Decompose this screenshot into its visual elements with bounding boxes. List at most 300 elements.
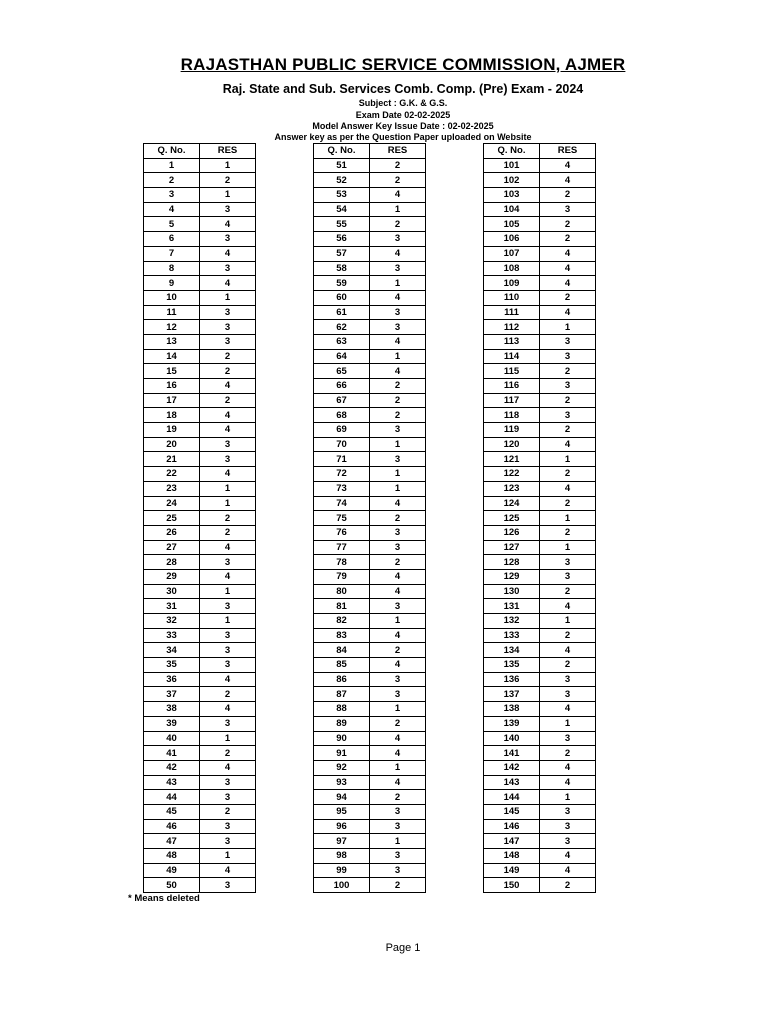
table-row <box>314 775 426 790</box>
table-row <box>314 452 426 467</box>
question-number: 25 <box>144 511 200 526</box>
answer-response: 2 <box>540 658 596 673</box>
question-number: 70 <box>314 437 370 452</box>
table-row <box>314 423 426 438</box>
answer-response: 2 <box>540 290 596 305</box>
question-number: 44 <box>144 790 200 805</box>
answer-response: 4 <box>370 334 426 349</box>
table-row <box>484 702 596 717</box>
table-row <box>484 290 596 305</box>
answer-response: 1 <box>540 320 596 335</box>
table-row <box>144 290 256 305</box>
question-number: 100 <box>314 878 370 893</box>
table-row <box>144 702 256 717</box>
table-row <box>484 305 596 320</box>
answer-response: 1 <box>200 188 256 203</box>
question-number: 20 <box>144 437 200 452</box>
answer-response: 4 <box>370 246 426 261</box>
answer-response: 1 <box>540 614 596 629</box>
question-number: 130 <box>484 584 540 599</box>
answer-response: 3 <box>540 202 596 217</box>
question-number: 27 <box>144 540 200 555</box>
answer-response: 3 <box>200 261 256 276</box>
table-row <box>144 746 256 761</box>
answer-response: 2 <box>200 173 256 188</box>
table-row <box>484 658 596 673</box>
answer-key-note: Answer key as per the Question Paper uploaded on Website <box>274 132 532 142</box>
table-row <box>314 555 426 570</box>
question-number: 60 <box>314 290 370 305</box>
answer-response: 4 <box>370 569 426 584</box>
table-row <box>314 525 426 540</box>
answer-response: 2 <box>370 511 426 526</box>
table-row <box>484 496 596 511</box>
answer-response: 1 <box>200 290 256 305</box>
table-row <box>314 540 426 555</box>
table-row <box>314 481 426 496</box>
question-number: 40 <box>144 731 200 746</box>
table-row <box>484 173 596 188</box>
question-number: 42 <box>144 760 200 775</box>
question-number: 62 <box>314 320 370 335</box>
answer-response: 2 <box>540 232 596 247</box>
question-number: 47 <box>144 834 200 849</box>
answer-response: 4 <box>540 760 596 775</box>
answer-response: 4 <box>540 437 596 452</box>
table-row <box>144 569 256 584</box>
qno-header: Q. No. <box>144 144 200 159</box>
answer-response: 4 <box>200 702 256 717</box>
table-row <box>314 819 426 834</box>
question-number: 94 <box>314 790 370 805</box>
table-row <box>144 246 256 261</box>
table-header-row <box>144 144 256 159</box>
answer-response: 4 <box>540 775 596 790</box>
answer-response: 3 <box>200 716 256 731</box>
table-row <box>314 290 426 305</box>
answer-response: 2 <box>200 687 256 702</box>
table-row <box>484 261 596 276</box>
question-number: 12 <box>144 320 200 335</box>
question-number: 86 <box>314 672 370 687</box>
question-number: 150 <box>484 878 540 893</box>
answer-response: 1 <box>370 467 426 482</box>
question-number: 37 <box>144 687 200 702</box>
question-number: 148 <box>484 849 540 864</box>
table-row <box>314 496 426 511</box>
answer-response: 4 <box>540 702 596 717</box>
answer-response: 4 <box>540 246 596 261</box>
question-number: 23 <box>144 481 200 496</box>
answer-response: 3 <box>370 320 426 335</box>
answer-response: 4 <box>540 305 596 320</box>
table-row <box>314 261 426 276</box>
question-number: 5 <box>144 217 200 232</box>
table-row <box>144 276 256 291</box>
question-number: 104 <box>484 202 540 217</box>
question-number: 77 <box>314 540 370 555</box>
answer-response: 1 <box>200 584 256 599</box>
answer-response: 3 <box>370 599 426 614</box>
table-row <box>144 481 256 496</box>
table-row <box>484 819 596 834</box>
table-row <box>484 158 596 173</box>
answer-response: 3 <box>540 672 596 687</box>
table-row <box>144 232 256 247</box>
answer-response: 3 <box>370 540 426 555</box>
question-number: 110 <box>484 290 540 305</box>
answer-response: 3 <box>200 775 256 790</box>
answer-response: 2 <box>370 878 426 893</box>
question-number: 69 <box>314 423 370 438</box>
question-number: 113 <box>484 334 540 349</box>
question-number: 73 <box>314 481 370 496</box>
answer-response: 4 <box>200 408 256 423</box>
answer-response: 1 <box>370 702 426 717</box>
answer-response: 1 <box>200 614 256 629</box>
table-row <box>314 731 426 746</box>
answer-response: 1 <box>370 481 426 496</box>
question-number: 146 <box>484 819 540 834</box>
table-row <box>144 349 256 364</box>
question-number: 49 <box>144 863 200 878</box>
answer-response: 2 <box>540 467 596 482</box>
question-number: 115 <box>484 364 540 379</box>
question-number: 132 <box>484 614 540 629</box>
answer-response: 3 <box>370 687 426 702</box>
question-number: 95 <box>314 804 370 819</box>
answer-response: 4 <box>370 188 426 203</box>
question-number: 57 <box>314 246 370 261</box>
answer-response: 3 <box>200 305 256 320</box>
table-row <box>144 687 256 702</box>
answer-response: 4 <box>540 158 596 173</box>
question-number: 107 <box>484 246 540 261</box>
question-number: 89 <box>314 716 370 731</box>
res-header: RES <box>370 144 426 159</box>
answer-response: 3 <box>200 819 256 834</box>
table-row <box>144 790 256 805</box>
answer-response: 1 <box>370 349 426 364</box>
question-number: 103 <box>484 188 540 203</box>
table-row <box>144 437 256 452</box>
answer-table-101-150 <box>483 143 596 893</box>
question-number: 80 <box>314 584 370 599</box>
answer-response: 3 <box>370 819 426 834</box>
question-number: 122 <box>484 467 540 482</box>
answer-response: 3 <box>200 643 256 658</box>
table-row <box>484 481 596 496</box>
answer-response: 2 <box>200 746 256 761</box>
table-row <box>314 569 426 584</box>
answer-response: 4 <box>200 672 256 687</box>
question-number: 15 <box>144 364 200 379</box>
answer-response: 3 <box>370 525 426 540</box>
table-row <box>144 672 256 687</box>
question-number: 2 <box>144 173 200 188</box>
question-number: 21 <box>144 452 200 467</box>
question-number: 139 <box>484 716 540 731</box>
answer-response: 3 <box>200 437 256 452</box>
answer-response: 2 <box>370 408 426 423</box>
question-number: 72 <box>314 467 370 482</box>
question-number: 97 <box>314 834 370 849</box>
question-number: 137 <box>484 687 540 702</box>
answer-response: 4 <box>540 481 596 496</box>
question-number: 35 <box>144 658 200 673</box>
question-number: 129 <box>484 569 540 584</box>
question-number: 133 <box>484 628 540 643</box>
table-row <box>314 614 426 629</box>
table-row <box>144 158 256 173</box>
answer-response: 4 <box>540 599 596 614</box>
answer-response: 1 <box>200 158 256 173</box>
answer-response: 4 <box>540 173 596 188</box>
answer-response: 2 <box>540 364 596 379</box>
answer-response: 3 <box>540 379 596 394</box>
question-number: 8 <box>144 261 200 276</box>
question-number: 30 <box>144 584 200 599</box>
table-row <box>314 746 426 761</box>
answer-response: 2 <box>540 628 596 643</box>
answer-response: 1 <box>370 760 426 775</box>
exam-date-line: Exam Date 02-02-2025 <box>355 110 451 120</box>
question-number: 143 <box>484 775 540 790</box>
table-row <box>484 276 596 291</box>
table-row <box>314 246 426 261</box>
question-number: 7 <box>144 246 200 261</box>
question-number: 17 <box>144 393 200 408</box>
answer-response: 2 <box>370 158 426 173</box>
question-number: 34 <box>144 643 200 658</box>
question-number: 92 <box>314 760 370 775</box>
res-header: RES <box>200 144 256 159</box>
question-number: 14 <box>144 349 200 364</box>
question-number: 91 <box>314 746 370 761</box>
answer-response: 4 <box>540 276 596 291</box>
answer-response: 2 <box>540 217 596 232</box>
deleted-footnote: * Means deleted <box>128 893 200 904</box>
table-row <box>314 408 426 423</box>
question-number: 59 <box>314 276 370 291</box>
table-row <box>314 320 426 335</box>
table-row <box>484 408 596 423</box>
question-number: 127 <box>484 540 540 555</box>
question-number: 145 <box>484 804 540 819</box>
answer-response: 3 <box>540 834 596 849</box>
question-number: 109 <box>484 276 540 291</box>
answer-response: 4 <box>200 217 256 232</box>
table-row <box>484 628 596 643</box>
table-row <box>484 584 596 599</box>
table-row <box>144 188 256 203</box>
table-row <box>144 540 256 555</box>
answer-response: 2 <box>540 525 596 540</box>
table-row <box>484 775 596 790</box>
table-header-row <box>314 144 426 159</box>
table-row <box>314 276 426 291</box>
question-number: 126 <box>484 525 540 540</box>
exam-name: Raj. State and Sub. Services Comb. Comp. (Pre) Exam - 2024 <box>222 82 584 96</box>
answer-response: 3 <box>200 452 256 467</box>
table-row <box>144 525 256 540</box>
question-number: 120 <box>484 437 540 452</box>
table-row <box>484 437 596 452</box>
question-number: 85 <box>314 658 370 673</box>
answer-response: 1 <box>540 511 596 526</box>
table-row <box>484 525 596 540</box>
table-row <box>484 849 596 864</box>
table-row <box>144 379 256 394</box>
table-row <box>144 511 256 526</box>
answer-response: 3 <box>200 790 256 805</box>
table-row <box>314 716 426 731</box>
question-number: 76 <box>314 525 370 540</box>
question-number: 105 <box>484 217 540 232</box>
answer-response: 3 <box>200 555 256 570</box>
table-row <box>314 584 426 599</box>
table-row <box>314 334 426 349</box>
question-number: 46 <box>144 819 200 834</box>
question-number: 149 <box>484 863 540 878</box>
question-number: 11 <box>144 305 200 320</box>
answer-response: 4 <box>200 467 256 482</box>
answer-response: 2 <box>370 790 426 805</box>
answer-response: 3 <box>200 628 256 643</box>
answer-response: 1 <box>370 202 426 217</box>
table-row <box>314 804 426 819</box>
table-row <box>484 452 596 467</box>
answer-response: 4 <box>370 628 426 643</box>
answer-response: 1 <box>370 437 426 452</box>
table-row <box>484 379 596 394</box>
answer-response: 2 <box>540 188 596 203</box>
answer-response: 1 <box>540 790 596 805</box>
question-number: 121 <box>484 452 540 467</box>
question-number: 128 <box>484 555 540 570</box>
answer-response: 3 <box>200 878 256 893</box>
table-row <box>484 202 596 217</box>
answer-response: 4 <box>200 379 256 394</box>
question-number: 36 <box>144 672 200 687</box>
question-number: 18 <box>144 408 200 423</box>
answer-response: 2 <box>200 364 256 379</box>
answer-response: 1 <box>540 452 596 467</box>
question-number: 48 <box>144 849 200 864</box>
table-row <box>144 217 256 232</box>
table-row <box>144 261 256 276</box>
question-number: 16 <box>144 379 200 394</box>
answer-response: 3 <box>370 849 426 864</box>
answer-response: 1 <box>200 496 256 511</box>
answer-response: 3 <box>370 261 426 276</box>
answer-response: 3 <box>540 569 596 584</box>
table-row <box>144 643 256 658</box>
answer-response: 2 <box>200 511 256 526</box>
table-row <box>144 628 256 643</box>
question-number: 96 <box>314 819 370 834</box>
table-row <box>144 834 256 849</box>
table-row <box>314 173 426 188</box>
question-number: 140 <box>484 731 540 746</box>
table-row <box>144 173 256 188</box>
question-number: 74 <box>314 496 370 511</box>
subject-line: Subject : G.K. & G.S. <box>358 98 448 108</box>
answer-response: 3 <box>200 334 256 349</box>
table-row <box>144 878 256 893</box>
question-number: 54 <box>314 202 370 217</box>
table-row <box>314 878 426 893</box>
question-number: 112 <box>484 320 540 335</box>
question-number: 66 <box>314 379 370 394</box>
table-row <box>144 423 256 438</box>
question-number: 98 <box>314 849 370 864</box>
answer-response: 4 <box>370 496 426 511</box>
answer-response: 2 <box>200 525 256 540</box>
table-row <box>314 349 426 364</box>
answer-response: 3 <box>370 423 426 438</box>
table-row <box>144 849 256 864</box>
question-number: 123 <box>484 481 540 496</box>
table-row <box>314 643 426 658</box>
answer-response: 2 <box>540 496 596 511</box>
question-number: 138 <box>484 702 540 717</box>
table-row <box>144 334 256 349</box>
question-number: 61 <box>314 305 370 320</box>
qno-header: Q. No. <box>484 144 540 159</box>
table-row <box>314 849 426 864</box>
table-row <box>484 599 596 614</box>
table-row <box>144 584 256 599</box>
question-number: 101 <box>484 158 540 173</box>
table-row <box>484 746 596 761</box>
answer-response: 4 <box>370 658 426 673</box>
table-row <box>484 393 596 408</box>
answer-response: 3 <box>200 202 256 217</box>
table-row <box>144 496 256 511</box>
table-row <box>144 364 256 379</box>
answer-response: 3 <box>540 334 596 349</box>
answer-response: 4 <box>370 290 426 305</box>
question-number: 81 <box>314 599 370 614</box>
page-number: Page 1 <box>385 942 421 954</box>
table-row <box>484 232 596 247</box>
table-row <box>144 760 256 775</box>
table-row <box>144 819 256 834</box>
res-header: RES <box>540 144 596 159</box>
table-row <box>484 804 596 819</box>
answer-response: 1 <box>200 849 256 864</box>
table-row <box>314 790 426 805</box>
qno-header: Q. No. <box>314 144 370 159</box>
question-number: 64 <box>314 349 370 364</box>
answer-response: 1 <box>200 731 256 746</box>
question-number: 88 <box>314 702 370 717</box>
answer-response: 4 <box>200 246 256 261</box>
answer-response: 1 <box>370 276 426 291</box>
table-row <box>484 687 596 702</box>
answer-response: 3 <box>540 819 596 834</box>
answer-response: 3 <box>540 687 596 702</box>
answer-response: 2 <box>200 393 256 408</box>
answer-response: 3 <box>540 408 596 423</box>
answer-response: 2 <box>540 878 596 893</box>
answer-response: 4 <box>200 863 256 878</box>
table-row <box>484 878 596 893</box>
question-number: 58 <box>314 261 370 276</box>
table-row <box>144 202 256 217</box>
answer-response: 3 <box>370 305 426 320</box>
